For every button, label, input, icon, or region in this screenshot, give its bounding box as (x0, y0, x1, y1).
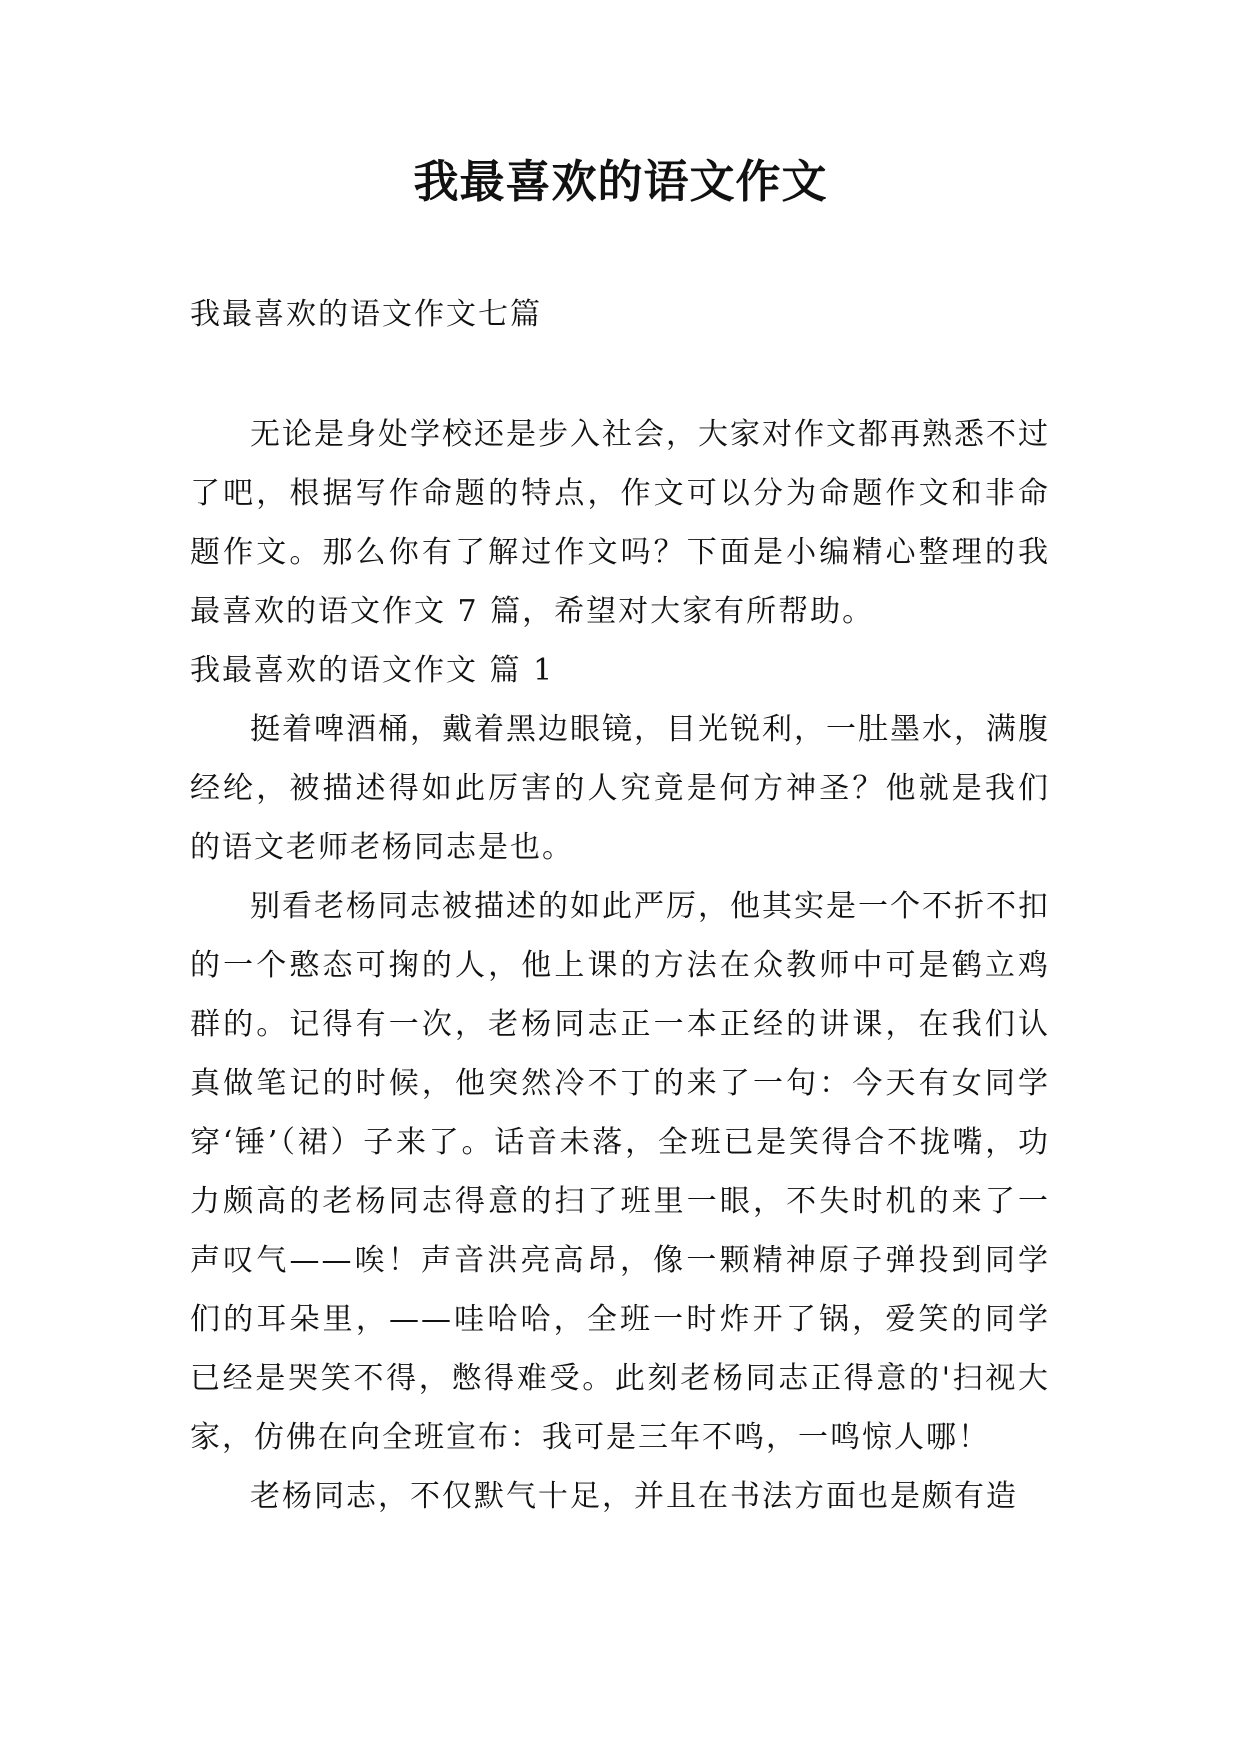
body-paragraph: 老杨同志，不仅默气十足，并且在书法方面也是颇有造 (250, 1479, 1018, 1514)
body-paragraph: 别看老杨同志被描述的如此严厉，他其实是一个不折不扣的一个憨态可掬的人，他上课的方法在众教师中可是鹤立鸡群的。记得有一次，老杨同志正一本正经的讲课，在我们认真做笔记的时候，他突然冷不丁的来了一句：今天有女同学穿‘锤’（裙）子来了。话音未落，全班已是笑得合不拢嘴，功力颇高的老杨同志得意的扫了班里一眼，不失时机的来了一声叹气——唉！声音洪亮高昂，像一颗精神原子弹投到同学们的耳朵里，——哇哈哈，全班一时炸开了锅，爱笑的同学已经是哭笑不得，憋得难受。此刻老杨同志正得意的'扫视大家，仿佛在向全班宣布：我可是三年不鸣，一鸣惊人哪！ (190, 889, 1050, 1455)
intro-paragraph: 无论是身处学校还是步入社会，大家对作文都再熟悉不过了吧，根据写作命题的特点，作文可以分为命题作文和非命题作文。那么你有了解过作文吗？下面是小编精心整理的我最喜欢的语文作文 7 篇，希望对大家有所帮助。 (190, 417, 1050, 629)
document-body (190, 405, 1050, 1526)
body-paragraph: 挺着啤酒桶，戴着黑边眼镜，目光锐利，一肚墨水，满腹经纶，被描述得如此厉害的人究竟是何方神圣？他就是我们的语文老师老杨同志是也。 (190, 712, 1050, 865)
document-title: 我最喜欢的语文作文 (413, 155, 828, 208)
document-subtitle: 我最喜欢的语文作文七篇 (190, 297, 542, 332)
section-heading: 我最喜欢的语文作文 篇 1 (190, 653, 555, 688)
